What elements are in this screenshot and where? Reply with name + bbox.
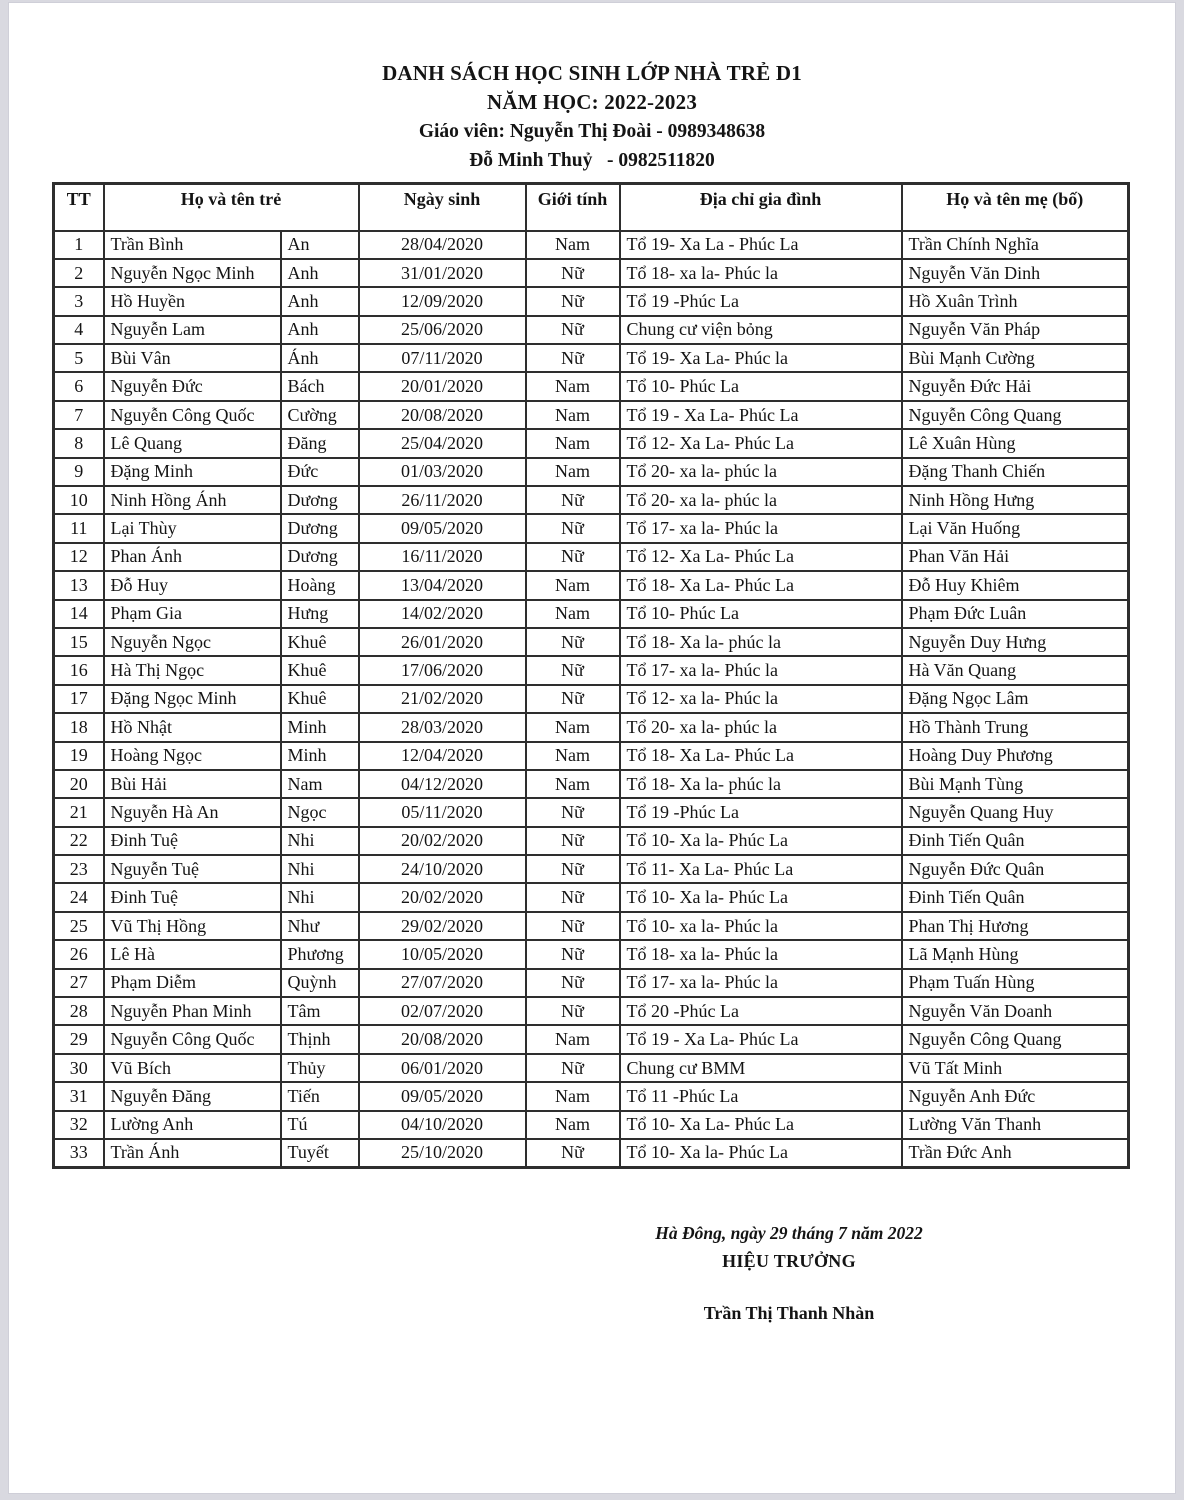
cell-gender: Nam [526, 770, 620, 798]
table-row [54, 770, 1129, 798]
cell-parent-name: Lã Mạnh Hùng [902, 940, 1129, 968]
cell-address: Tổ 18- Xa la- phúc la [620, 628, 902, 656]
cell-family-name: Ninh Hồng Ánh [104, 486, 281, 514]
table-row [54, 628, 1129, 656]
cell-parent-name: Đặng Ngọc Lâm [902, 685, 1129, 713]
cell-gender: Nữ [526, 969, 620, 997]
table-row [54, 1082, 1129, 1110]
cell-gender: Nam [526, 1025, 620, 1053]
cell-gender: Nữ [526, 1054, 620, 1082]
cell-given-name: Minh [281, 742, 359, 770]
cell-dob: 14/02/2020 [359, 600, 526, 628]
cell-family-name: Nguyễn Đăng [104, 1082, 281, 1110]
student-table [52, 182, 1130, 1169]
table-row [54, 231, 1129, 259]
footer-role-title: HIỆU TRƯỞNG [722, 1250, 856, 1271]
cell-parent-name: Nguyễn Duy Hưng [902, 628, 1129, 656]
cell-tt: 17 [54, 685, 104, 713]
cell-parent-name: Trần Chính Nghĩa [902, 231, 1129, 259]
cell-tt: 4 [54, 316, 104, 344]
table-row [54, 656, 1129, 684]
cell-parent-name: Hoàng Duy Phương [902, 742, 1129, 770]
cell-gender: Nữ [526, 628, 620, 656]
cell-gender: Nữ [526, 940, 620, 968]
cell-parent-name: Hà Văn Quang [902, 656, 1129, 684]
cell-family-name: Nguyễn Phan Minh [104, 997, 281, 1025]
cell-dob: 13/04/2020 [359, 571, 526, 599]
cell-tt: 5 [54, 344, 104, 372]
cell-dob: 17/06/2020 [359, 656, 526, 684]
cell-given-name: Quỳnh [281, 969, 359, 997]
cell-given-name: Ngọc [281, 798, 359, 826]
cell-family-name: Hà Thị Ngọc [104, 656, 281, 684]
document-title: DANH SÁCH HỌC SINH LỚP NHÀ TRẺ D1 [382, 61, 802, 85]
cell-given-name: Đăng [281, 429, 359, 457]
cell-address: Tổ 19 - Xa La- Phúc La [620, 401, 902, 429]
cell-family-name: Nguyễn Ngọc Minh [104, 259, 281, 287]
cell-dob: 27/07/2020 [359, 969, 526, 997]
cell-tt: 3 [54, 287, 104, 315]
cell-gender: Nữ [526, 883, 620, 911]
cell-tt: 23 [54, 855, 104, 883]
table-row [54, 1111, 1129, 1139]
table-row [54, 429, 1129, 457]
cell-tt: 19 [54, 742, 104, 770]
cell-tt: 18 [54, 713, 104, 741]
table-row [54, 685, 1129, 713]
cell-family-name: Đinh Tuệ [104, 883, 281, 911]
header-child-name: Họ và tên trẻ [104, 184, 359, 231]
table-row [54, 287, 1129, 315]
cell-given-name: Dương [281, 543, 359, 571]
cell-given-name: Cường [281, 401, 359, 429]
cell-parent-name: Trần Đức Anh [902, 1139, 1129, 1167]
cell-given-name: Như [281, 912, 359, 940]
cell-given-name: Tâm [281, 997, 359, 1025]
cell-gender: Nữ [526, 656, 620, 684]
cell-parent-name: Ninh Hồng Hưng [902, 486, 1129, 514]
cell-dob: 01/03/2020 [359, 458, 526, 486]
cell-given-name: Tiến [281, 1082, 359, 1110]
cell-family-name: Hồ Huyền [104, 287, 281, 315]
cell-family-name: Lường Anh [104, 1111, 281, 1139]
cell-family-name: Nguyễn Công Quốc [104, 1025, 281, 1053]
cell-gender: Nam [526, 713, 620, 741]
cell-address: Tổ 10- Xa la- Phúc La [620, 883, 902, 911]
cell-gender: Nam [526, 1082, 620, 1110]
cell-tt: 16 [54, 656, 104, 684]
cell-parent-name: Nguyễn Văn Dinh [902, 259, 1129, 287]
cell-tt: 12 [54, 543, 104, 571]
cell-tt: 10 [54, 486, 104, 514]
cell-family-name: Lê Quang [104, 429, 281, 457]
cell-family-name: Phan Ánh [104, 543, 281, 571]
cell-gender: Nam [526, 600, 620, 628]
cell-family-name: Nguyễn Công Quốc [104, 401, 281, 429]
cell-given-name: Nam [281, 770, 359, 798]
cell-gender: Nữ [526, 316, 620, 344]
cell-given-name: Hưng [281, 600, 359, 628]
table-row [54, 401, 1129, 429]
cell-parent-name: Nguyễn Công Quang [902, 1025, 1129, 1053]
cell-dob: 20/02/2020 [359, 827, 526, 855]
cell-parent-name: Nguyễn Đức Hải [902, 372, 1129, 400]
header-tt: TT [54, 184, 104, 231]
cell-parent-name: Lê Xuân Hùng [902, 429, 1129, 457]
cell-dob: 12/04/2020 [359, 742, 526, 770]
cell-address: Tổ 20- xa la- phúc la [620, 486, 902, 514]
cell-family-name: Trần Bình [104, 231, 281, 259]
cell-address: Tổ 19 -Phúc La [620, 287, 902, 315]
cell-parent-name: Bùi Mạnh Tùng [902, 770, 1129, 798]
cell-address: Tổ 10- Xa La- Phúc La [620, 1111, 902, 1139]
cell-dob: 20/02/2020 [359, 883, 526, 911]
cell-dob: 10/05/2020 [359, 940, 526, 968]
cell-family-name: Bùi Vân [104, 344, 281, 372]
cell-gender: Nữ [526, 344, 620, 372]
cell-dob: 04/12/2020 [359, 770, 526, 798]
cell-address: Tổ 19 - Xa La- Phúc La [620, 1025, 902, 1053]
footer-date-line: Hà Đông, ngày 29 tháng 7 năm 2022 [655, 1222, 923, 1243]
cell-address: Chung cư viện bỏng [620, 316, 902, 344]
table-row [54, 742, 1129, 770]
cell-dob: 25/10/2020 [359, 1139, 526, 1167]
cell-parent-name: Bùi Mạnh Cường [902, 344, 1129, 372]
cell-address: Tổ 12- xa la- Phúc la [620, 685, 902, 713]
cell-given-name: Khuê [281, 656, 359, 684]
cell-given-name: Nhi [281, 883, 359, 911]
header-gender: Giới tính [526, 184, 620, 231]
cell-given-name: Khuê [281, 685, 359, 713]
cell-address: Tổ 12- Xa La- Phúc La [620, 543, 902, 571]
cell-tt: 24 [54, 883, 104, 911]
cell-given-name: An [281, 231, 359, 259]
cell-address: Tổ 10- Xa la- Phúc La [620, 827, 902, 855]
cell-gender: Nam [526, 372, 620, 400]
cell-family-name: Nguyễn Đức [104, 372, 281, 400]
cell-parent-name: Nguyễn Anh Đức [902, 1082, 1129, 1110]
table-row [54, 486, 1129, 514]
table-header-row [54, 184, 1129, 231]
cell-gender: Nữ [526, 798, 620, 826]
cell-parent-name: Đỗ Huy Khiêm [902, 571, 1129, 599]
cell-address: Tổ 10- Phúc La [620, 600, 902, 628]
cell-address: Chung cư BMM [620, 1054, 902, 1082]
cell-dob: 09/05/2020 [359, 1082, 526, 1110]
cell-tt: 33 [54, 1139, 104, 1167]
cell-given-name: Phương [281, 940, 359, 968]
table-row [54, 969, 1129, 997]
cell-parent-name: Phạm Đức Luân [902, 600, 1129, 628]
cell-address: Tổ 12- Xa La- Phúc La [620, 429, 902, 457]
cell-parent-name: Nguyễn Quang Huy [902, 798, 1129, 826]
cell-address: Tổ 10- xa la- Phúc la [620, 912, 902, 940]
table-row [54, 514, 1129, 542]
cell-family-name: Nguyễn Lam [104, 316, 281, 344]
table-row [54, 1054, 1129, 1082]
cell-address: Tổ 10- Phúc La [620, 372, 902, 400]
cell-given-name: Tuyết [281, 1139, 359, 1167]
cell-gender: Nữ [526, 912, 620, 940]
cell-address: Tổ 20- xa la- phúc la [620, 713, 902, 741]
cell-address: Tổ 10- Xa la- Phúc La [620, 1139, 902, 1167]
cell-tt: 26 [54, 940, 104, 968]
cell-dob: 05/11/2020 [359, 798, 526, 826]
footer-signature-name: Trần Thị Thanh Nhàn [703, 1302, 875, 1323]
cell-given-name: Khuê [281, 628, 359, 656]
table-row [54, 316, 1129, 344]
cell-dob: 09/05/2020 [359, 514, 526, 542]
cell-tt: 7 [54, 401, 104, 429]
cell-dob: 29/02/2020 [359, 912, 526, 940]
cell-tt: 22 [54, 827, 104, 855]
header-dob: Ngày sinh [359, 184, 526, 231]
cell-parent-name: Nguyễn Công Quang [902, 401, 1129, 429]
cell-parent-name: Hồ Xuân Trình [902, 287, 1129, 315]
cell-gender: Nam [526, 429, 620, 457]
cell-tt: 31 [54, 1082, 104, 1110]
cell-tt: 25 [54, 912, 104, 940]
cell-tt: 29 [54, 1025, 104, 1053]
cell-family-name: Hoàng Ngọc [104, 742, 281, 770]
cell-parent-name: Phạm Tuấn Hùng [902, 969, 1129, 997]
cell-given-name: Ánh [281, 344, 359, 372]
cell-address: Tổ 18- Xa la- phúc la [620, 770, 902, 798]
cell-parent-name: Lại Văn Huống [902, 514, 1129, 542]
cell-tt: 27 [54, 969, 104, 997]
cell-parent-name: Lường Văn Thanh [902, 1111, 1129, 1139]
table-row [54, 259, 1129, 287]
cell-dob: 20/08/2020 [359, 1025, 526, 1053]
cell-dob: 25/06/2020 [359, 316, 526, 344]
table-row [54, 883, 1129, 911]
cell-given-name: Thịnh [281, 1025, 359, 1053]
cell-given-name: Dương [281, 486, 359, 514]
table-row [54, 372, 1129, 400]
cell-tt: 15 [54, 628, 104, 656]
document-header [9, 3, 1175, 175]
table-row [54, 600, 1129, 628]
cell-address: Tổ 17- xa la- Phúc la [620, 969, 902, 997]
cell-family-name: Lê Hà [104, 940, 281, 968]
cell-gender: Nữ [526, 486, 620, 514]
cell-family-name: Vũ Bích [104, 1054, 281, 1082]
table-row [54, 798, 1129, 826]
cell-family-name: Nguyễn Ngọc [104, 628, 281, 656]
table-row [54, 344, 1129, 372]
cell-address: Tổ 19 -Phúc La [620, 798, 902, 826]
cell-dob: 20/08/2020 [359, 401, 526, 429]
cell-family-name: Đỗ Huy [104, 571, 281, 599]
cell-dob: 12/09/2020 [359, 287, 526, 315]
cell-family-name: Trần Ánh [104, 1139, 281, 1167]
cell-gender: Nam [526, 231, 620, 259]
cell-family-name: Nguyễn Tuệ [104, 855, 281, 883]
cell-parent-name: Nguyễn Văn Doanh [902, 997, 1129, 1025]
cell-address: Tổ 20 -Phúc La [620, 997, 902, 1025]
cell-given-name: Thủy [281, 1054, 359, 1082]
cell-address: Tổ 17- xa la- Phúc la [620, 514, 902, 542]
cell-given-name: Tú [281, 1111, 359, 1139]
cell-dob: 06/01/2020 [359, 1054, 526, 1082]
cell-gender: Nữ [526, 259, 620, 287]
cell-tt: 21 [54, 798, 104, 826]
cell-family-name: Bùi Hải [104, 770, 281, 798]
cell-parent-name: Phan Văn Hải [902, 543, 1129, 571]
cell-parent-name: Nguyễn Đức Quân [902, 855, 1129, 883]
cell-parent-name: Phan Thị Hương [902, 912, 1129, 940]
cell-family-name: Đặng Minh [104, 458, 281, 486]
cell-dob: 25/04/2020 [359, 429, 526, 457]
cell-given-name: Anh [281, 287, 359, 315]
table-row [54, 1025, 1129, 1053]
table-row [54, 912, 1129, 940]
cell-dob: 04/10/2020 [359, 1111, 526, 1139]
cell-dob: 02/07/2020 [359, 997, 526, 1025]
cell-dob: 31/01/2020 [359, 259, 526, 287]
cell-gender: Nữ [526, 685, 620, 713]
cell-parent-name: Đặng Thanh Chiến [902, 458, 1129, 486]
cell-gender: Nam [526, 458, 620, 486]
cell-gender: Nữ [526, 514, 620, 542]
cell-address: Tổ 17- xa la- Phúc la [620, 656, 902, 684]
cell-family-name: Đinh Tuệ [104, 827, 281, 855]
cell-address: Tổ 20- xa la- phúc la [620, 458, 902, 486]
cell-tt: 9 [54, 458, 104, 486]
cell-dob: 20/01/2020 [359, 372, 526, 400]
table-row [54, 855, 1129, 883]
header-address: Địa chỉ gia đình [620, 184, 902, 231]
cell-address: Tổ 19- Xa La- Phúc la [620, 344, 902, 372]
table-row [54, 997, 1129, 1025]
cell-family-name: Vũ Thị Hồng [104, 912, 281, 940]
cell-dob: 28/04/2020 [359, 231, 526, 259]
cell-parent-name: Đinh Tiến Quân [902, 883, 1129, 911]
cell-given-name: Nhi [281, 855, 359, 883]
table-row [54, 713, 1129, 741]
cell-gender: Nam [526, 571, 620, 599]
table-row [54, 458, 1129, 486]
cell-family-name: Đặng Ngọc Minh [104, 685, 281, 713]
cell-given-name: Anh [281, 316, 359, 344]
teacher-line-1: Giáo viên: Nguyễn Thị Đoài - 0989348638 [418, 121, 766, 142]
table-row [54, 1139, 1129, 1167]
document-footer [529, 1219, 1049, 1327]
cell-dob: 26/01/2020 [359, 628, 526, 656]
cell-family-name: Hồ Nhật [104, 713, 281, 741]
cell-given-name: Anh [281, 259, 359, 287]
cell-dob: 07/11/2020 [359, 344, 526, 372]
cell-address: Tổ 18- xa la- Phúc la [620, 259, 902, 287]
cell-address: Tổ 11 -Phúc La [620, 1082, 902, 1110]
cell-given-name: Bách [281, 372, 359, 400]
cell-gender: Nữ [526, 543, 620, 571]
cell-parent-name: Nguyễn Văn Pháp [902, 316, 1129, 344]
table-row [54, 827, 1129, 855]
cell-tt: 20 [54, 770, 104, 798]
cell-gender: Nữ [526, 997, 620, 1025]
cell-tt: 1 [54, 231, 104, 259]
cell-tt: 32 [54, 1111, 104, 1139]
cell-given-name: Dương [281, 514, 359, 542]
school-year: NĂM HỌC: 2022-2023 [486, 90, 698, 114]
cell-gender: Nữ [526, 827, 620, 855]
cell-gender: Nam [526, 1111, 620, 1139]
cell-family-name: Phạm Gia [104, 600, 281, 628]
header-parent-name: Họ và tên mẹ (bố) [902, 184, 1129, 231]
cell-tt: 14 [54, 600, 104, 628]
cell-address: Tổ 18- Xa La- Phúc La [620, 571, 902, 599]
cell-address: Tổ 18- Xa La- Phúc La [620, 742, 902, 770]
cell-dob: 26/11/2020 [359, 486, 526, 514]
cell-address: Tổ 11- Xa La- Phúc La [620, 855, 902, 883]
cell-tt: 13 [54, 571, 104, 599]
table-row [54, 543, 1129, 571]
cell-family-name: Phạm Diễm [104, 969, 281, 997]
cell-dob: 24/10/2020 [359, 855, 526, 883]
cell-tt: 30 [54, 1054, 104, 1082]
cell-gender: Nữ [526, 287, 620, 315]
document-page [8, 2, 1176, 1494]
cell-gender: Nam [526, 401, 620, 429]
cell-tt: 8 [54, 429, 104, 457]
teacher-line-2: Đỗ Minh Thuỷ - 0982511820 [469, 150, 715, 171]
cell-dob: 21/02/2020 [359, 685, 526, 713]
cell-given-name: Đức [281, 458, 359, 486]
cell-address: Tổ 19- Xa La - Phúc La [620, 231, 902, 259]
cell-given-name: Nhi [281, 827, 359, 855]
cell-gender: Nam [526, 742, 620, 770]
cell-dob: 16/11/2020 [359, 543, 526, 571]
cell-given-name: Minh [281, 713, 359, 741]
cell-tt: 11 [54, 514, 104, 542]
cell-parent-name: Hồ Thành Trung [902, 713, 1129, 741]
table-row [54, 940, 1129, 968]
cell-dob: 28/03/2020 [359, 713, 526, 741]
cell-tt: 2 [54, 259, 104, 287]
table-row [54, 571, 1129, 599]
cell-tt: 6 [54, 372, 104, 400]
cell-parent-name: Đinh Tiến Quân [902, 827, 1129, 855]
cell-tt: 28 [54, 997, 104, 1025]
cell-address: Tổ 18- xa la- Phúc la [620, 940, 902, 968]
cell-gender: Nữ [526, 855, 620, 883]
cell-family-name: Lại Thùy [104, 514, 281, 542]
cell-gender: Nữ [526, 1139, 620, 1167]
cell-parent-name: Vũ Tất Minh [902, 1054, 1129, 1082]
cell-family-name: Nguyễn Hà An [104, 798, 281, 826]
cell-given-name: Hoàng [281, 571, 359, 599]
